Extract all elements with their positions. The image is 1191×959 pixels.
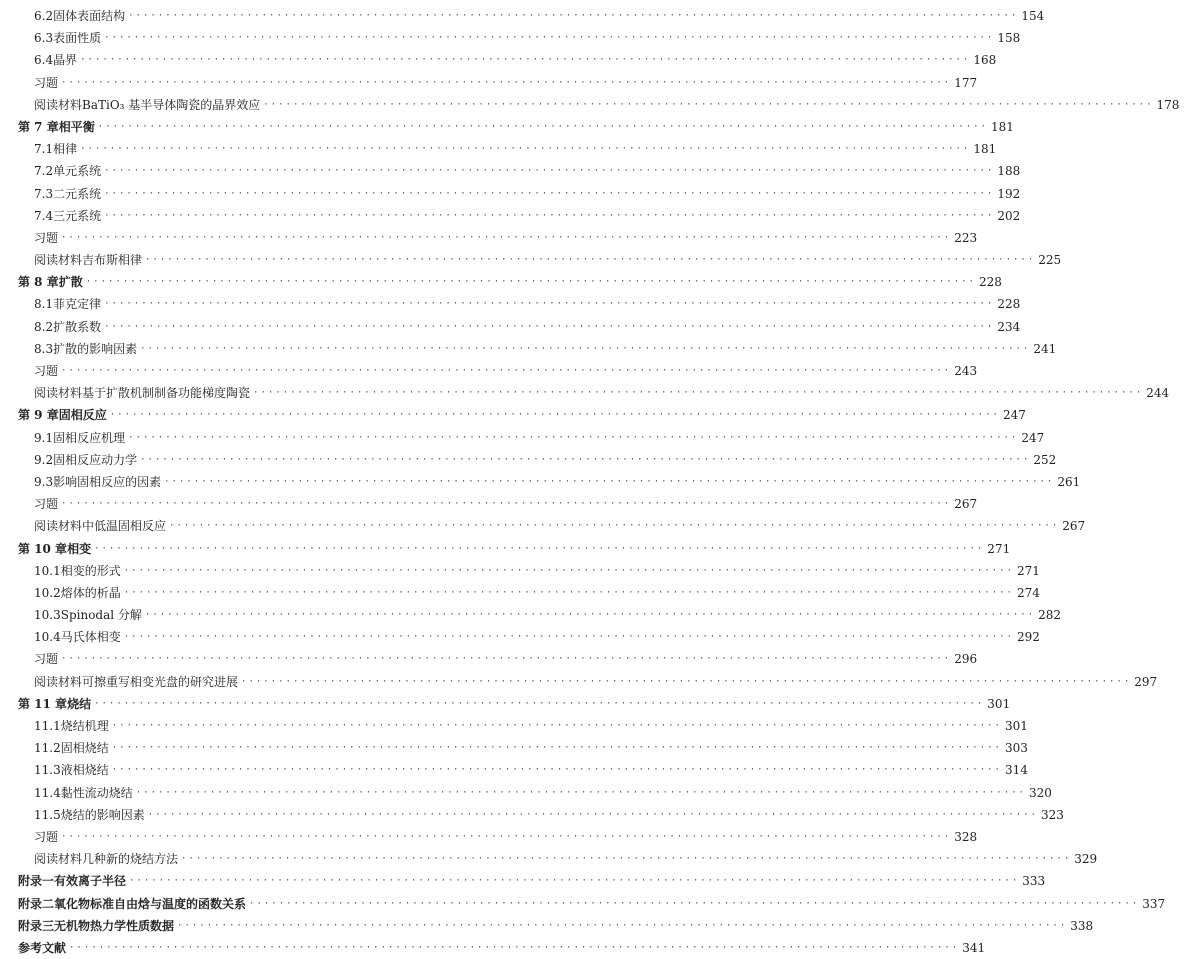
toc-entry-chapter[interactable] (0, 538, 1011, 560)
toc-entry-number: 10.2 (34, 585, 61, 600)
toc-entry-title: 固相烧结 (60, 741, 109, 756)
toc-dot-leader: ························································································································ (128, 432, 1019, 443)
toc-entry-page: 271 (1016, 563, 1040, 578)
toc-entry-page: 282 (1038, 608, 1062, 623)
toc-dot-leader: ························································································································ (111, 765, 1002, 776)
toc-dot-leader: ························································································································ (164, 476, 1055, 487)
toc-entry-page: 301 (1004, 719, 1028, 733)
toc-entry-page: 328 (954, 829, 978, 844)
toc-entry-number: 10.3 (34, 608, 61, 623)
toc-entry-reading[interactable] (0, 671, 1158, 693)
toc-entry-reading[interactable] (0, 94, 1180, 116)
toc-dot-leader: ························································································································ (61, 654, 952, 665)
toc-dot-leader: ························································································································ (61, 831, 952, 842)
toc-entry-page: 320 (1028, 785, 1052, 800)
toc-entry-exercise[interactable] (0, 493, 978, 515)
toc-dot-leader: ························································································································ (249, 898, 1140, 909)
toc-entry-number: 10.1 (34, 563, 61, 578)
toc-entry-page: 243 (954, 364, 978, 378)
toc-entry-section[interactable] (0, 205, 1021, 227)
toc-entry-page: 323 (1040, 807, 1064, 822)
toc-entry-section[interactable] (0, 183, 1021, 205)
toc-entry-page: 337 (1142, 896, 1166, 911)
toc-entry-number: 11.3 (34, 763, 61, 778)
toc-entry-number: 阅读材料 (34, 97, 83, 112)
toc-entry-section[interactable] (0, 138, 997, 160)
toc-entry-title: 扩散的影响因素 (53, 341, 138, 356)
toc-entry-exercise[interactable] (0, 826, 978, 848)
toc-entry-number: 7.2 (34, 164, 54, 179)
toc-entry-title: BaTiO₃ 基半导体陶瓷的晶界效应 (82, 97, 261, 112)
toc-entry-number: 8.3 (34, 341, 54, 356)
toc-dot-leader: ························································································································ (169, 521, 1060, 532)
toc-entry-number: 7.1 (34, 142, 54, 157)
toc-entry-page: 158 (997, 31, 1021, 46)
toc-entry-title: 马氏体相变 (60, 630, 121, 645)
toc-entry-page: 297 (1134, 674, 1158, 689)
toc-entry-section[interactable] (0, 49, 997, 71)
toc-entry-title: 扩散系数 (53, 319, 102, 334)
toc-dot-leader: ························································································································ (104, 299, 995, 310)
toc-dot-leader: ························································································································ (123, 565, 1014, 576)
toc-entry-title: 影响固相反应的因素 (53, 474, 162, 489)
toc-dot-leader: ························································································································ (144, 610, 1036, 621)
toc-entry-section[interactable] (0, 582, 1040, 604)
toc-entry-title: 菲克定律 (53, 297, 102, 312)
toc-entry-section[interactable] (0, 471, 1081, 493)
toc-entry-number: 6.3 (34, 31, 54, 46)
toc-entry-title: 习题 (34, 497, 59, 512)
toc-dot-leader: ························································································································ (147, 809, 1038, 820)
toc-entry-page: 247 (1021, 430, 1045, 445)
toc-dot-leader: ························································································································ (140, 454, 1031, 465)
toc-entry-title: 习题 (34, 364, 59, 378)
toc-entry-number: 附录三 (18, 918, 55, 933)
toc-entry-number: 附录二 (18, 896, 55, 911)
toc-entry-section[interactable] (0, 737, 1028, 759)
toc-dot-leader: ························································································································ (129, 876, 1020, 887)
toc-entry-page: 228 (997, 297, 1021, 312)
toc-dot-leader: ························································································································ (61, 232, 952, 243)
toc-entry-exercise[interactable] (0, 72, 978, 94)
toc-entry-chapter[interactable] (0, 116, 1014, 138)
toc-entry-number: 11.4 (34, 785, 61, 800)
toc-entry-page: 188 (997, 164, 1021, 179)
toc-entry-section[interactable] (0, 715, 1028, 737)
toc-dot-leader: ························································································································ (111, 743, 1002, 754)
toc-entry-section[interactable] (0, 626, 1040, 648)
toc-entry-number: 9.3 (34, 474, 54, 489)
toc-dot-leader: ························································································································ (104, 210, 995, 221)
toc-entry-title: 固相反应动力学 (53, 452, 138, 467)
toc-entry-number: 阅读材料 (34, 519, 83, 534)
toc-entry-page: 333 (1022, 874, 1046, 889)
toc-entry-number: 8.2 (34, 319, 54, 334)
toc-dot-leader: ························································································································ (128, 11, 1019, 21)
toc-dot-leader: ························································································································ (94, 698, 985, 709)
toc-entry-reading[interactable] (0, 515, 1086, 537)
toc-entry-section[interactable] (0, 5, 1045, 27)
toc-entry-title: 固体表面结构 (53, 9, 126, 23)
toc-entry-number: 阅读材料 (34, 386, 83, 401)
toc-entry-page: 274 (1016, 585, 1040, 600)
toc-dot-leader: ························································································································ (69, 942, 960, 953)
toc-entry-page: 154 (1021, 9, 1045, 23)
toc-entry-title: 习题 (34, 829, 59, 844)
toc-dot-leader: ························································································································ (181, 854, 1072, 865)
toc-entry-reading[interactable] (0, 382, 1170, 404)
toc-entry-number: 7.3 (34, 186, 54, 201)
toc-entry-page: 181 (990, 119, 1014, 134)
toc-entry-section[interactable] (0, 449, 1057, 471)
toc-dot-leader: ························································································································ (145, 255, 1036, 266)
toc-entry-number: 7.4 (34, 208, 54, 223)
toc-entry-title: 扩散 (58, 275, 83, 290)
toc-entry-section[interactable] (0, 316, 1021, 338)
toc-entry-title: 几种新的烧结方法 (82, 852, 179, 867)
toc-entry-title: 无机物热力学性质数据 (54, 918, 175, 933)
toc-entry-page: 314 (1004, 763, 1028, 778)
toc-dot-leader: ························································································································ (61, 77, 952, 88)
toc-entry-title: 表面性质 (53, 31, 102, 46)
toc-dot-leader: ························································································································ (241, 676, 1132, 687)
toc-entry-title: 相变的形式 (60, 563, 121, 578)
toc-entry-section[interactable] (0, 27, 1021, 49)
toc-entry-appendix[interactable] (0, 893, 1166, 915)
toc-entry-title: 固相反应机理 (53, 430, 126, 445)
toc-entry-number: 第 9 章 (18, 408, 59, 423)
toc-entry-number: 6.2 (34, 9, 54, 23)
toc-entry-section[interactable] (0, 427, 1045, 449)
toc-entry-page: 234 (997, 319, 1021, 334)
toc-entry-title: 基于扩散机制制备功能梯度陶瓷 (82, 386, 251, 401)
toc-entry-number: 第 10 章 (18, 541, 68, 556)
toc-entry-page: 271 (987, 541, 1011, 556)
toc-entry-page: 247 (1002, 408, 1026, 423)
toc-entry-section[interactable] (0, 560, 1040, 582)
toc-entry-section[interactable] (0, 160, 1021, 182)
toc-entry-number: 9.1 (34, 430, 54, 445)
toc-entry-page: 303 (1004, 741, 1028, 756)
toc-entry-exercise[interactable] (0, 227, 978, 249)
toc-entry-appendix[interactable] (0, 915, 1094, 937)
toc-entry-number: 6.4 (34, 53, 54, 68)
toc-entry-title: 中低温固相反应 (82, 519, 167, 534)
toc-entry-page: 225 (1038, 253, 1062, 268)
toc-entry-number: 11.5 (34, 807, 61, 822)
toc-entry-title: Spinodal 分解 (60, 608, 142, 623)
toc-dot-leader: ························································································································ (104, 166, 995, 177)
toc-entry-chapter[interactable] (0, 693, 1011, 715)
toc-entry-number: 阅读材料 (34, 852, 83, 867)
toc-entry-exercise[interactable] (0, 648, 978, 670)
toc-entry-page: 267 (1062, 519, 1086, 534)
toc-entry-page: 341 (962, 940, 986, 955)
toc-entry-page: 267 (954, 497, 978, 512)
table-of-contents (0, 5, 1180, 959)
toc-entry-number: 阅读材料 (34, 674, 83, 689)
toc-entry-section[interactable] (0, 604, 1062, 626)
toc-dot-leader: ························································································································ (253, 388, 1144, 399)
toc-entry-number: 11.2 (34, 741, 61, 756)
toc-entry-title: 熔体的析晶 (60, 585, 121, 600)
toc-dot-leader: ························································································································ (104, 188, 995, 199)
toc-entry-section[interactable] (0, 293, 1021, 315)
toc-entry-appendix[interactable] (0, 937, 986, 959)
toc-entry-page: 292 (1016, 630, 1040, 645)
toc-entry-number: 第 7 章 (18, 119, 59, 134)
toc-dot-leader: ························································································································ (177, 920, 1068, 931)
toc-entry-number: 9.2 (34, 452, 54, 467)
toc-entry-chapter[interactable] (0, 404, 1026, 426)
toc-dot-leader: ························································································································ (111, 721, 1002, 731)
toc-entry-section[interactable] (0, 804, 1064, 826)
toc-entry-page: 181 (973, 142, 997, 157)
toc-dot-leader: ························································································································ (109, 410, 1000, 421)
toc-entry-page: 252 (1033, 452, 1057, 467)
toc-dot-leader: ························································································································ (94, 543, 985, 554)
toc-entry-number: 第 11 章 (18, 696, 68, 711)
toc-entry-title: 参考文献 (18, 940, 67, 955)
toc-entry-title: 可擦重写相变光盘的研究进展 (82, 674, 239, 689)
toc-entry-title: 烧结 (67, 696, 92, 711)
toc-entry-page: 301 (987, 696, 1011, 711)
toc-entry-title: 单元系统 (53, 164, 102, 179)
toc-entry-title: 烧结机理 (60, 719, 109, 733)
toc-entry-page: 178 (1156, 97, 1180, 112)
toc-entry-number: 10.4 (34, 630, 61, 645)
toc-dot-leader: ························································································································ (123, 587, 1014, 598)
toc-entry-page: 244 (1146, 386, 1170, 401)
toc-entry-title: 相平衡 (58, 119, 95, 134)
toc-entry-number: 11.1 (34, 719, 61, 733)
toc-entry-page: 202 (997, 208, 1021, 223)
toc-entry-title: 氧化物标准自由焓与温度的函数关系 (54, 896, 247, 911)
toc-dot-leader: ························································································································ (104, 321, 995, 332)
toc-entry-section[interactable] (0, 782, 1052, 804)
toc-entry-page: 329 (1074, 852, 1098, 867)
toc-entry-title: 二元系统 (53, 186, 102, 201)
toc-entry-title: 晶界 (53, 53, 78, 68)
toc-dot-leader: ························································································································ (135, 787, 1026, 798)
toc-dot-leader: ························································································································ (80, 144, 971, 155)
toc-entry-exercise[interactable] (0, 360, 978, 382)
toc-dot-leader: ························································································································ (85, 277, 976, 288)
toc-entry-number: 第 8 章 (18, 275, 59, 290)
toc-entry-page: 338 (1070, 918, 1094, 933)
toc-entry-title: 习题 (34, 75, 59, 90)
toc-entry-number: 8.1 (34, 297, 54, 312)
toc-entry-page: 228 (978, 275, 1002, 290)
toc-entry-number: 阅读材料 (34, 253, 83, 268)
toc-entry-title: 相律 (53, 142, 78, 157)
toc-entry-page: 177 (954, 75, 978, 90)
toc-entry-page: 241 (1033, 341, 1057, 356)
toc-entry-title: 习题 (34, 652, 59, 667)
toc-entry-section[interactable] (0, 759, 1028, 781)
toc-entry-page: 223 (954, 230, 978, 245)
toc-entry-section[interactable] (0, 338, 1057, 360)
toc-dot-leader: ························································································································ (61, 366, 952, 376)
toc-entry-title: 固相反应 (58, 408, 107, 423)
toc-dot-leader: ························································································································ (80, 55, 971, 66)
toc-dot-leader: ························································································································ (123, 632, 1014, 643)
toc-entry-reading[interactable] (0, 249, 1062, 271)
toc-entry-title: 吉布斯相律 (82, 253, 143, 268)
toc-entry-title: 相变 (67, 541, 92, 556)
toc-entry-title: 烧结的影响因素 (60, 807, 145, 822)
toc-entry-page: 296 (954, 652, 978, 667)
toc-entry-title: 有效离子半径 (54, 874, 127, 889)
toc-entry-title: 三元系统 (53, 208, 102, 223)
toc-entry-title: 黏性流动烧结 (60, 785, 133, 800)
toc-dot-leader: ························································································································ (61, 499, 952, 510)
toc-dot-leader: ························································································································ (140, 343, 1031, 354)
toc-dot-leader: ························································································································ (104, 33, 995, 44)
toc-dot-leader: ························································································································ (97, 121, 988, 132)
toc-entry-number: 附录一 (18, 874, 55, 889)
toc-entry-page: 168 (973, 53, 997, 68)
toc-entry-chapter[interactable] (0, 271, 1002, 293)
toc-dot-leader: ························································································································ (263, 99, 1154, 110)
toc-entry-reading[interactable] (0, 848, 1098, 870)
toc-entry-appendix[interactable] (0, 870, 1046, 892)
toc-entry-page: 192 (997, 186, 1021, 201)
toc-entry-page: 261 (1057, 474, 1081, 489)
toc-entry-title: 液相烧结 (60, 763, 109, 778)
toc-entry-title: 习题 (34, 230, 59, 245)
